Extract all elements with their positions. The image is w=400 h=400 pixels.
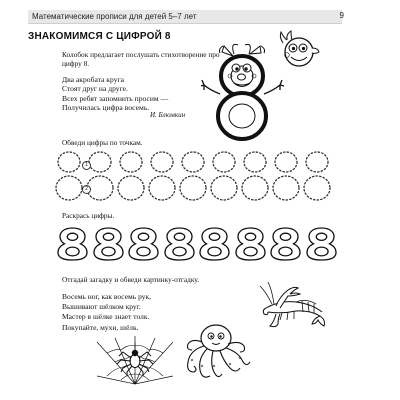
- trace-eight[interactable]: [180, 152, 206, 200]
- trace-instruction: Обведи цифры по точкам.: [62, 138, 143, 147]
- color-eight[interactable]: [57, 227, 88, 261]
- trace-eight[interactable]: [211, 152, 237, 200]
- eight-character-icon: [200, 42, 285, 142]
- color-eight[interactable]: [270, 227, 301, 261]
- color-eight[interactable]: [199, 227, 230, 261]
- trace-marker-2: 2: [82, 185, 91, 194]
- octopus-icon[interactable]: [180, 322, 252, 384]
- poem-line: Всех ребят запомнить просим —: [62, 93, 169, 103]
- poem-line: Два акробата круга: [62, 75, 124, 84]
- intro-text: Колобок предлагает послушать стихотворение про цифру 8.: [62, 50, 220, 68]
- spider-web-icon[interactable]: [95, 336, 175, 394]
- riddle: [62, 292, 151, 333]
- riddle-line: Покупайте, мухи, шёлк.: [62, 322, 139, 332]
- crayfish-icon[interactable]: [258, 278, 328, 330]
- trace-eight[interactable]: [273, 152, 299, 200]
- trace-eight[interactable]: [118, 152, 144, 200]
- riddle-line: Восемь ног, как восемь рук,: [62, 292, 151, 301]
- color-instruction: Раскрась цифры.: [62, 211, 115, 220]
- trace-eights-row[interactable]: [55, 150, 355, 202]
- color-eight[interactable]: [306, 227, 337, 261]
- color-eight[interactable]: [235, 227, 266, 261]
- poem: [62, 75, 168, 112]
- header-title: Математические прописи для детей 5–7 лет: [32, 12, 197, 21]
- trace-eight[interactable]: [242, 152, 268, 200]
- color-eight[interactable]: [93, 227, 124, 261]
- trace-eight[interactable]: [87, 152, 113, 200]
- trace-eight[interactable]: [304, 152, 330, 200]
- riddle-instruction: Отгадай загадку и обведи картинку-отгадку.: [62, 275, 200, 284]
- poem-author: И. Блюмкин: [150, 111, 186, 119]
- riddle-line: Вышивают шёлком круг.: [62, 302, 141, 312]
- poem-line: Получилась цифра восемь.: [62, 102, 150, 112]
- riddle-line: Мастер в шёлке знает толк.: [62, 312, 150, 322]
- poem-line: Стоят друг на друге.: [62, 84, 128, 94]
- trace-eight[interactable]: [56, 152, 82, 200]
- section-title: ЗНАКОМИМСЯ С ЦИФРОЙ 8: [28, 31, 171, 42]
- trace-marker-1: 1: [82, 161, 91, 170]
- trace-eight[interactable]: [149, 152, 175, 200]
- color-eight[interactable]: [128, 227, 159, 261]
- color-eight[interactable]: [164, 227, 195, 261]
- page-header: [28, 10, 342, 24]
- page-number: 9: [339, 11, 344, 20]
